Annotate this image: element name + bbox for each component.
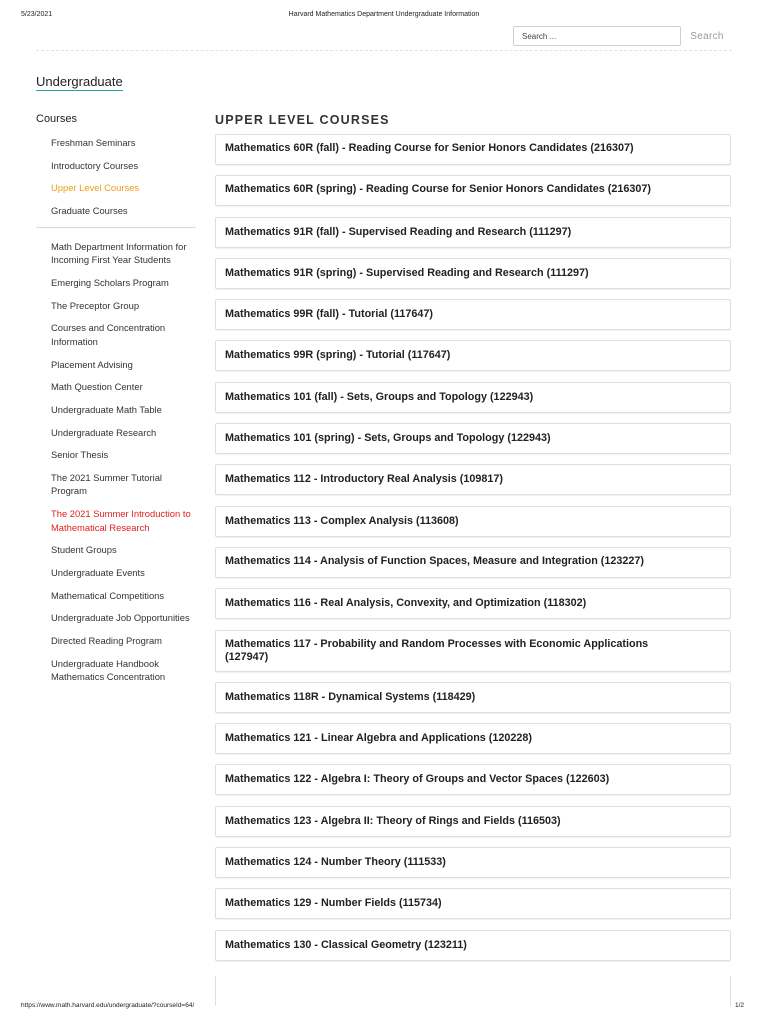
print-url: https://www.math.harvard.edu/undergraduate/?courseId=64/	[21, 1002, 195, 1009]
main-content	[215, 112, 731, 971]
course-item[interactable]: Mathematics 129 - Number Fields (115734)	[215, 888, 731, 919]
course-item[interactable]: Mathematics 60R (fall) - Reading Course for Senior Honors Candidates (216307)	[215, 134, 731, 165]
sidebar-item-undergraduate-job-opportunities[interactable]: Undergraduate Job Opportunities	[51, 612, 190, 624]
course-item[interactable]: Mathematics 118R - Dynamical Systems (118429)	[215, 682, 731, 713]
course-item[interactable]: Mathematics 130 - Classical Geometry (123211)	[215, 930, 731, 961]
course-item[interactable]: Mathematics 123 - Algebra II: Theory of Rings and Fields (116503)	[215, 806, 731, 837]
sidebar-item-introductory-courses[interactable]: Introductory Courses	[51, 159, 139, 171]
search-form	[513, 26, 731, 46]
header-divider	[36, 50, 732, 51]
sidebar-divider	[36, 227, 196, 228]
sidebar-item-mathematical-competitions[interactable]: Mathematical Competitions	[51, 589, 165, 601]
course-item[interactable]: Mathematics 91R (fall) - Supervised Reading and Research (111297)	[215, 217, 731, 248]
course-item[interactable]: Mathematics 116 - Real Analysis, Convexity, and Optimization (118302)	[215, 588, 731, 619]
sidebar-item-math-department-information-for-incoming-first-year-students[interactable]: Math Department Information for Incoming First Year Students	[51, 240, 187, 266]
sidebar-item-courses-and-concentration-information[interactable]: Courses and Concentration Information	[51, 322, 166, 347]
course-item[interactable]: Mathematics 101 (spring) - Sets, Groups and Topology (122943)	[215, 423, 731, 454]
sidebar	[36, 112, 198, 693]
print-page-number: 1/2	[734, 1002, 744, 1009]
print-date: 5/23/2021	[21, 11, 53, 18]
sidebar-info-list	[36, 240, 198, 684]
sidebar-item-undergraduate-events[interactable]: Undergraduate Events	[51, 567, 145, 578]
page-title: UPPER LEVEL COURSES	[215, 113, 390, 127]
course-item[interactable]: Mathematics 124 - Number Theory (111533)	[215, 847, 731, 878]
course-item[interactable]: Mathematics 112 - Introductory Real Analysis (109817)	[215, 464, 731, 495]
print-title: Harvard Mathematics Department Undergraduate Information	[288, 11, 480, 18]
course-item[interactable]: Mathematics 60R (spring) - Reading Course for Senior Honors Candidates (216307)	[215, 175, 731, 206]
sidebar-item-student-groups[interactable]: Student Groups	[51, 544, 117, 556]
sidebar-item-placement-advising[interactable]: Placement Advising	[51, 358, 133, 370]
sidebar-course-list	[36, 136, 198, 218]
sidebar-heading-courses[interactable]: Courses	[36, 113, 77, 125]
course-item[interactable]: Mathematics 113 - Complex Analysis (113608)	[215, 506, 731, 537]
sidebar-item-graduate-courses[interactable]: Graduate Courses	[51, 205, 128, 217]
sidebar-item-the-preceptor-group[interactable]: The Preceptor Group	[51, 299, 140, 311]
sidebar-item-directed-reading-program[interactable]: Directed Reading Program	[51, 635, 162, 647]
sidebar-item-freshman-seminars[interactable]: Freshman Seminars	[51, 137, 136, 148]
sidebar-item-emerging-scholars-program[interactable]: Emerging Scholars Program	[51, 276, 169, 288]
search-input[interactable]	[513, 26, 681, 46]
search-button[interactable]: Search	[683, 26, 731, 46]
sidebar-item-senior-thesis[interactable]: Senior Thesis	[51, 449, 109, 461]
course-item[interactable]: Mathematics 114 - Analysis of Function Spaces, Measure and Integration (123227)	[215, 547, 731, 578]
sidebar-item-undergraduate-math-table[interactable]: Undergraduate Math Table	[51, 403, 162, 415]
course-item[interactable]: Mathematics 99R (spring) - Tutorial (117647)	[215, 340, 731, 371]
sidebar-item-the-2021-summer-introduction-to-mathematical-research[interactable]: The 2021 Summer Introduction to Mathematical Research	[51, 508, 191, 533]
sidebar-item-upper-level-courses[interactable]: Upper Level Courses	[51, 182, 140, 194]
course-item[interactable]: Mathematics 99R (fall) - Tutorial (117647)	[215, 299, 731, 330]
sidebar-item-math-question-center[interactable]: Math Question Center	[51, 381, 143, 393]
course-item[interactable]: Mathematics 122 - Algebra I: Theory of Groups and Vector Spaces (122603)	[215, 764, 731, 795]
undergraduate-link[interactable]: Undergraduate	[36, 74, 123, 89]
course-item[interactable]: Mathematics 117 - Probability and Random Processes with Economic Applications (127947)	[215, 630, 731, 672]
course-list	[215, 134, 731, 961]
sidebar-item-the-2021-summer-tutorial-program[interactable]: The 2021 Summer Tutorial Program	[51, 471, 162, 497]
course-item[interactable]: Mathematics 91R (spring) - Supervised Reading and Research (111297)	[215, 258, 731, 289]
course-item[interactable]: Mathematics 101 (fall) - Sets, Groups and Topology (122943)	[215, 382, 731, 413]
course-item[interactable]: Mathematics 121 - Linear Algebra and Applications (120228)	[215, 723, 731, 754]
next-course-item-partial	[215, 976, 731, 1006]
sidebar-item-undergraduate-handbook-mathematics-concentration[interactable]: Undergraduate Handbook Mathematics Concentration	[51, 657, 166, 683]
sidebar-item-undergraduate-research[interactable]: Undergraduate Research	[51, 426, 157, 438]
